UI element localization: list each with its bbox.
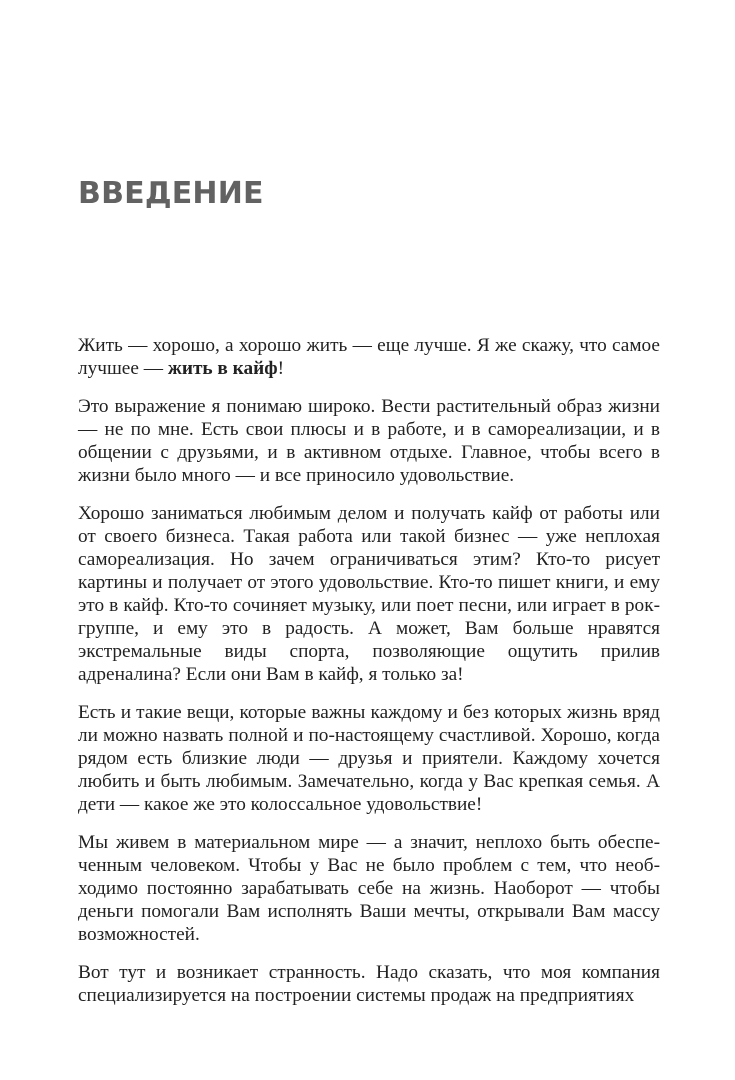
paragraph-6: Вот тут и возникает странность. Надо сказать, что моя компания специализируется на построении системы продаж на предприятиях bbox=[78, 962, 660, 1006]
paragraph-1 bbox=[78, 334, 660, 380]
paragraph-1-text: Жить — хорошо, а хорошо жить — еще лучше. Я же скажу, что самое лучшее — bbox=[78, 335, 660, 379]
body-text bbox=[78, 334, 660, 1022]
paragraph-5: Мы живем в материальном мире — а значит, неплохо быть обеспеченным человеком. Чтобы у Вас не было проблем с тем, что необходимо постоянно зарабатывать себе на жизнь. Наоборот — чтобы деньги помогали Вам исполнять Ваши мечты, открывали Вам массу возможностей. bbox=[78, 832, 660, 945]
paragraph-1-emphasis: жить в кайф bbox=[167, 358, 278, 379]
chapter-title: ВВЕДЕНИЕ bbox=[78, 176, 264, 211]
paragraph-1-end: ! bbox=[277, 358, 284, 379]
paragraph-3: Хорошо заниматься любимым делом и получать кайф от работы или от своего бизнеса. Такая работа или такой бизнес — уже неплохая самореализация. Но зачем ограничиваться этим? Кто-то рисует картины и получает от этого удовольствие. Кто-то пишет книги, и ему это в кайф. Кто-то сочиняет музыку, или поет песни, или играет в рок-группе, и ему это в радость. А может, Вам больше нравятся экстремальные виды спорта, позволяющие ощутить прилив адреналина? Если они Вам в кайф, я только за! bbox=[78, 503, 660, 685]
paragraph-4: Есть и такие вещи, которые важны каждому и без которых жизнь вряд ли можно назвать полной и по-настоящему счастливой. Хорошо, когда рядом есть близкие люди — друзья и приятели. Каждому хочется любить и быть любимым. Замечательно, когда у Вас крепкая семья. А дети — какое же это колоссальное удовольствие! bbox=[78, 702, 660, 815]
paragraph-2: Это выражение я понимаю широко. Вести растительный образ жизни — не по мне. Есть свои плюсы и в работе, и в самореализации, и в общении с друзьями, и в активном отдыхе. Главное, чтобы всего в жизни было много — и все приносило удовольствие. bbox=[78, 396, 660, 486]
